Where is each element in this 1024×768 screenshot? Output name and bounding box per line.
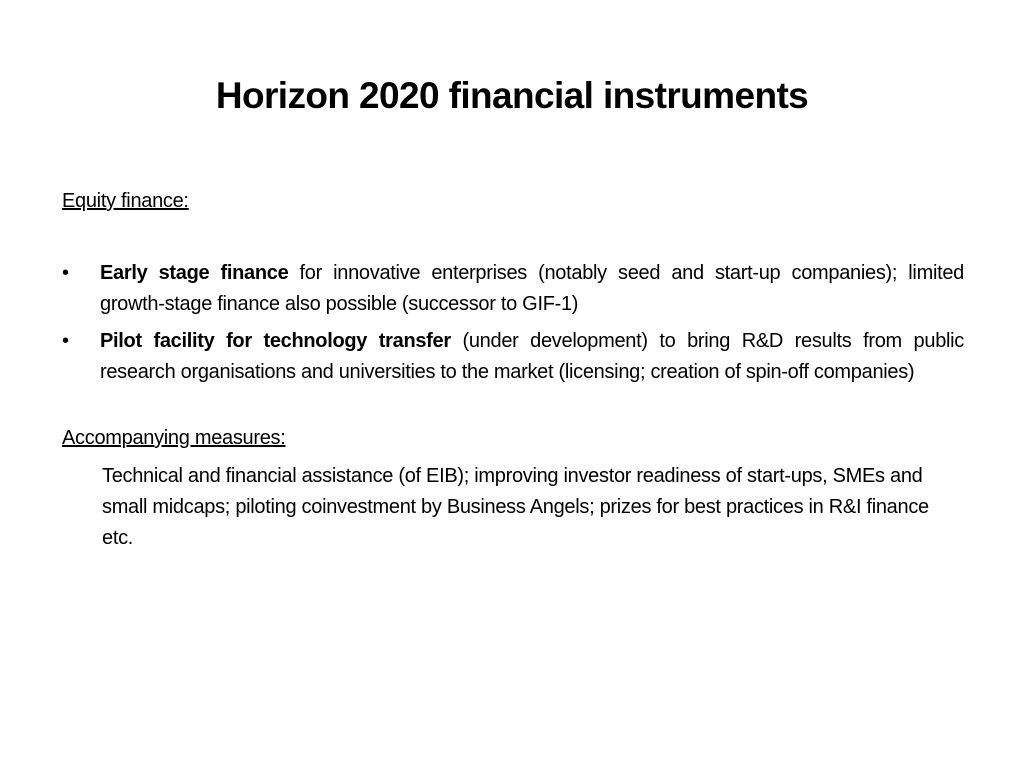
accompanying-measures-text: Technical and financial assistance (of EIB); improving investor readiness of start-ups, SMEs and small midcaps; piloting coinvestment by Business Angels; prizes for best practices in R&I finance etc. — [102, 465, 929, 549]
accompanying-measures-heading: Accompanying measures: — [62, 427, 286, 449]
bullet-text: for innovative enterprises (notably seed and start-up companies); limited growth-stage finance also possible (successor to GIF-1) — [100, 262, 964, 315]
bullet-text: (under development) to bring R&D results from public research organisations and universities to the market (licensing; creation of spin-off companies) — [100, 330, 965, 383]
bullet-bold-label: Pilot facility for technology transfer — [100, 330, 451, 352]
slide-content — [62, 186, 964, 554]
bullet-icon: • — [62, 262, 69, 284]
equity-bullet-list — [62, 258, 964, 388]
equity-finance-heading: Equity finance: — [62, 190, 189, 212]
slide-title: Horizon 2020 financial instruments — [215, 75, 809, 116]
bullet-icon: • — [62, 330, 69, 352]
bullet-bold-label: Early stage finance — [100, 262, 289, 284]
bullet-pilot-facility — [62, 326, 964, 388]
bullet-early-stage-finance — [62, 258, 964, 320]
